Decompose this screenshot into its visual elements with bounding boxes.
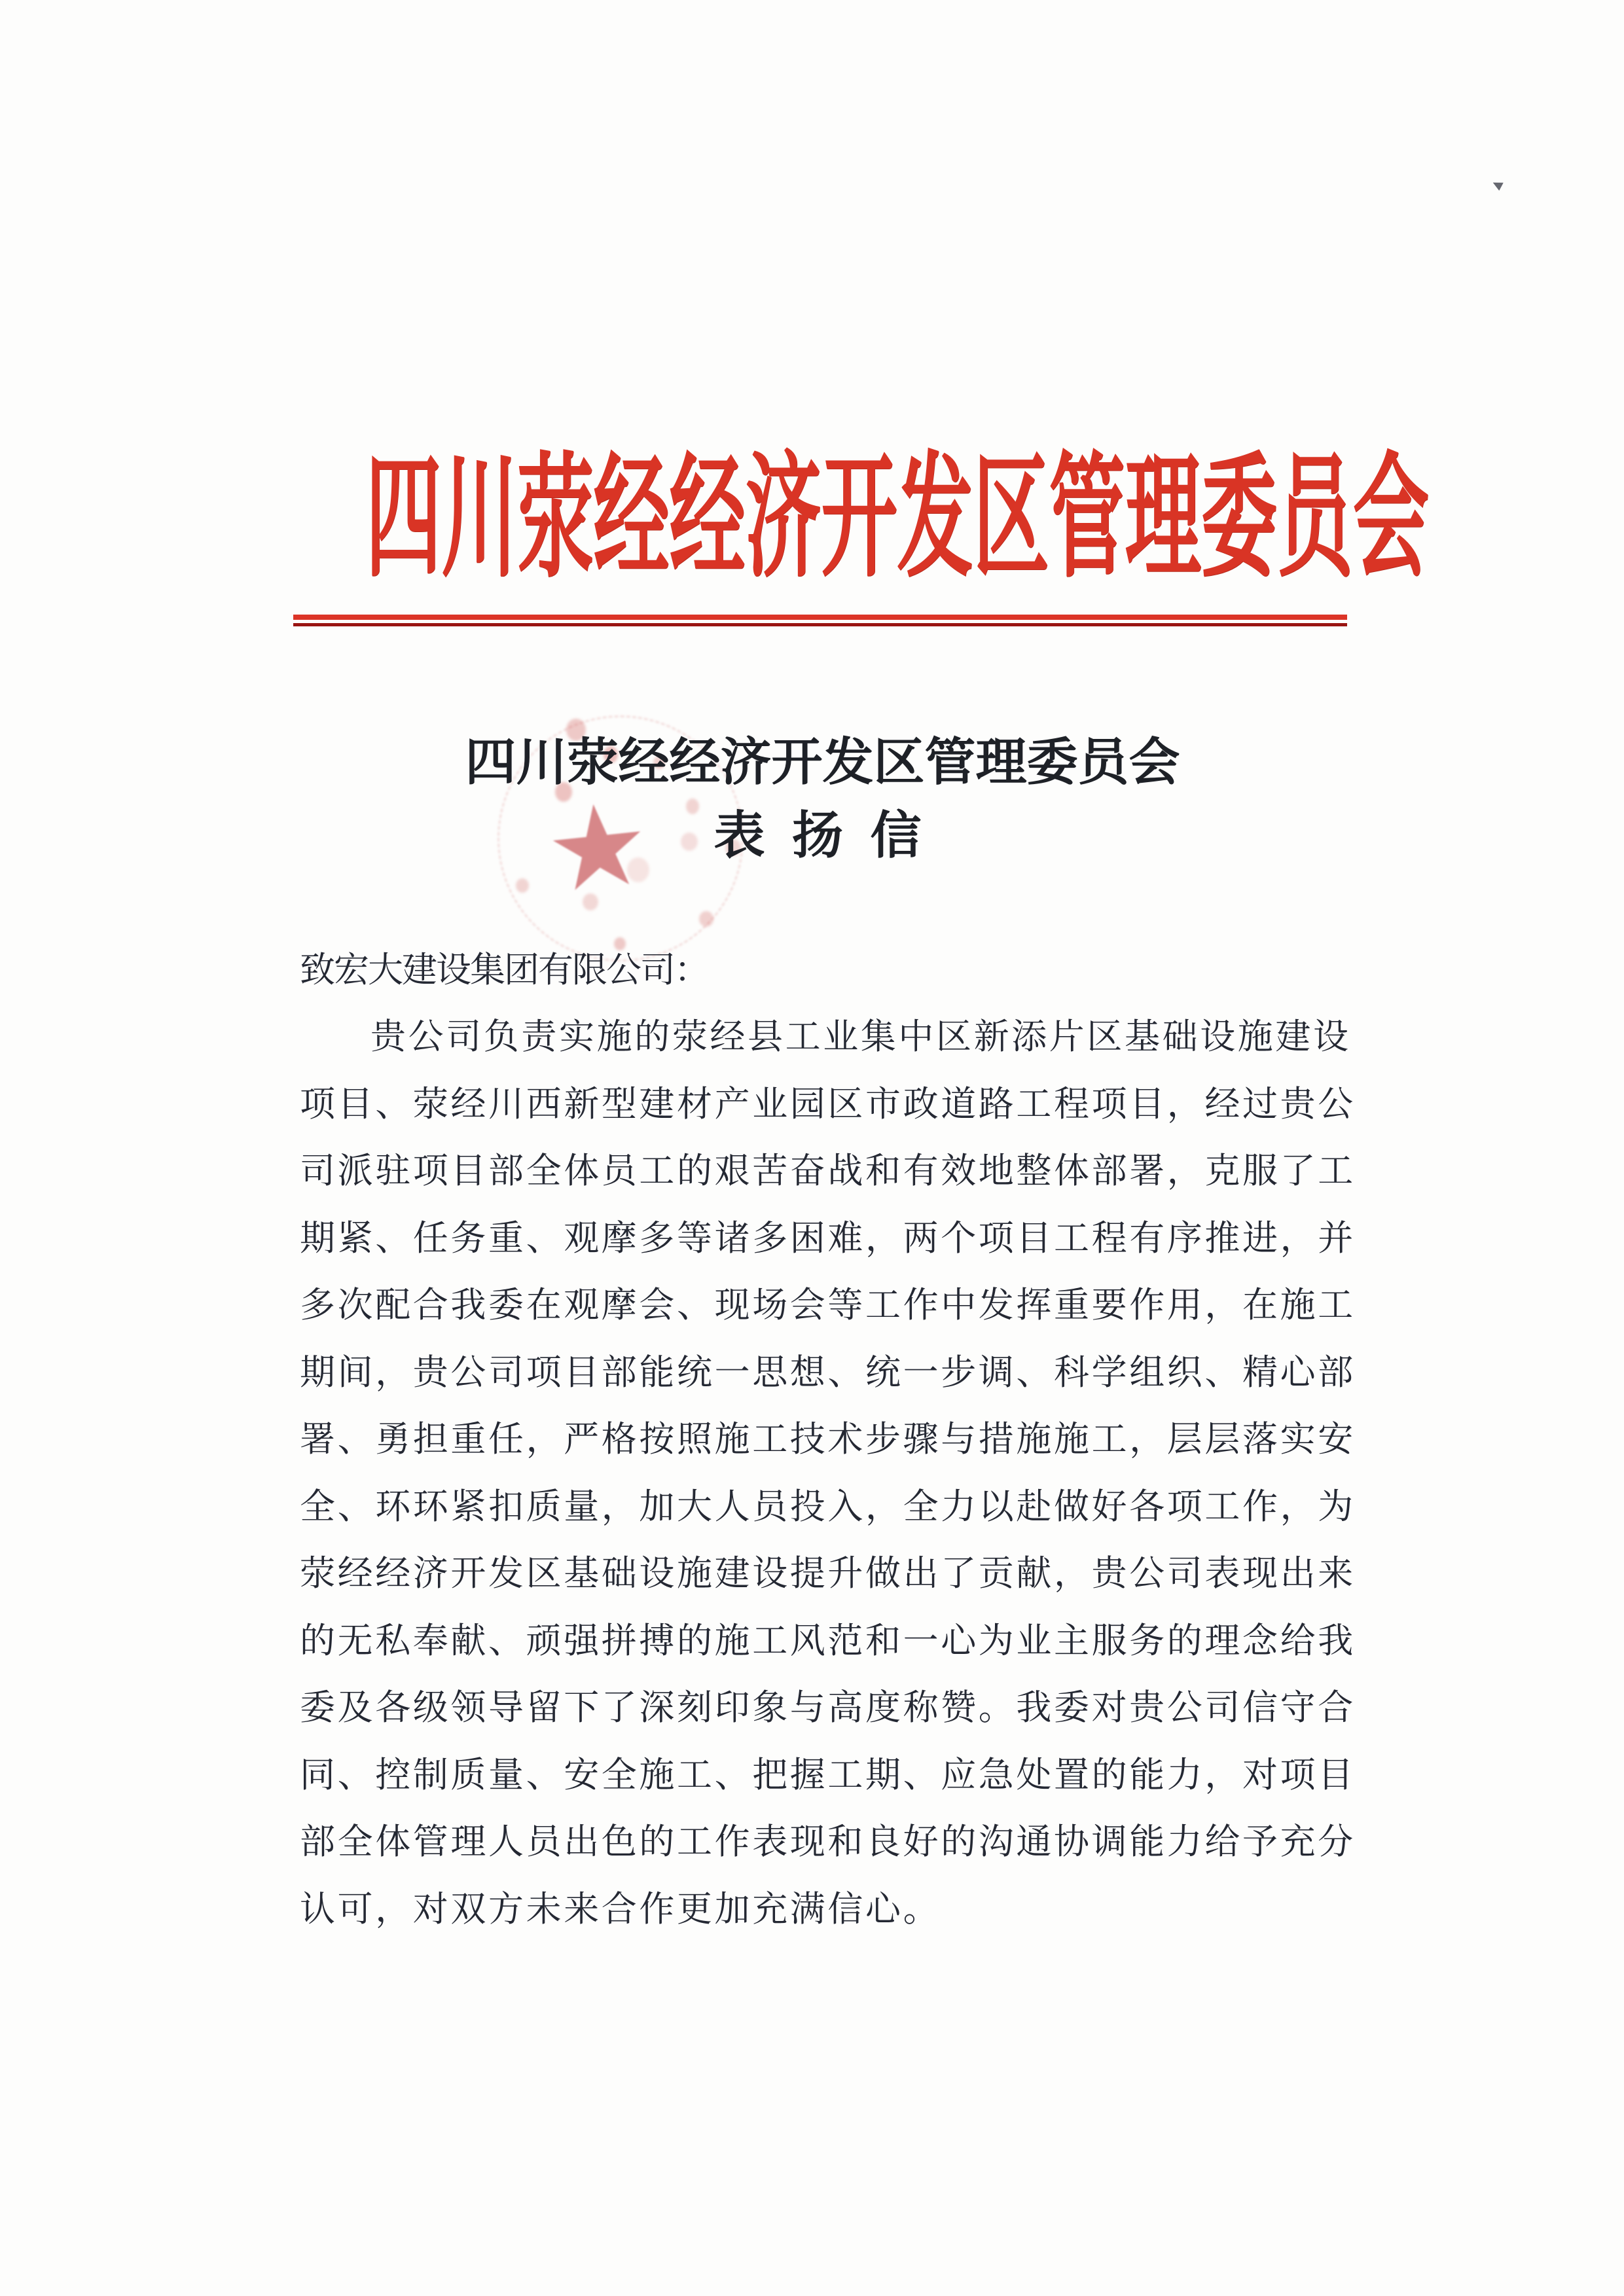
letter-body bbox=[300, 1003, 1354, 1943]
seal-speckle bbox=[516, 878, 529, 893]
body-line: 项目、荥经川西新型建材产业园区市政道路工程项目，经过贵公 bbox=[300, 1084, 1356, 1124]
seal-speckle bbox=[614, 937, 626, 950]
document-org-title: 四川荥经经济开发区管理委员会 bbox=[465, 734, 1180, 791]
body-line: 同、控制质量、安全施工、把握工期、应急处置的能力，对项目 bbox=[300, 1755, 1356, 1795]
body-line: 的无私奉献、顽强拼搏的施工风范和一心为业主服务的理念给我 bbox=[300, 1621, 1356, 1660]
body-line: 期间，贵公司项目部能统一思想、统一步调、科学组织、精心部 bbox=[300, 1352, 1356, 1392]
scan-artifact bbox=[1492, 181, 1504, 191]
document-letter-title: 表 扬 信 bbox=[713, 807, 929, 864]
body-line: 司派驻项目部全体员工的艰苦奋战和有效地整体部署，克服了工 bbox=[300, 1151, 1356, 1191]
body-line: 多次配合我委在观摩会、现场会等工作中发挥重要作用，在施工 bbox=[300, 1285, 1356, 1325]
seal-speckle bbox=[583, 893, 598, 910]
body-line: 贵公司负责实施的荥经县工业集中区新添片区基础设施建设 bbox=[370, 1017, 1351, 1056]
seal-speckle bbox=[699, 911, 713, 927]
body-line: 委及各级领导留下了深刻印象与高度称赞。我委对贵公司信守合 bbox=[300, 1688, 1356, 1727]
salutation: 致宏大建设集团有限公司： bbox=[300, 950, 708, 990]
letterhead-title: 四川荥经经济开发区管理委员会 bbox=[365, 444, 1429, 593]
body-line: 部全体管理人员出色的工作表现和良好的沟通协调能力给予充分 bbox=[300, 1822, 1356, 1861]
body-line: 认可，对双方未来合作更加充满信心。 bbox=[300, 1889, 941, 1929]
body-line: 期紧、任务重、观摩多等诸多困难，两个项目工程有序推进，并 bbox=[300, 1218, 1356, 1258]
letterhead-rule-bottom bbox=[293, 623, 1347, 626]
body-line: 荥经经济开发区基础设施建设提升做出了贡献，贵公司表现出来 bbox=[300, 1554, 1356, 1593]
seal-star-icon: ★ bbox=[539, 776, 657, 920]
body-line: 全、环环紧扣质量，加大人员投入，全力以赴做好各项工作，为 bbox=[300, 1486, 1356, 1526]
letterhead-rule bbox=[293, 615, 1347, 626]
body-line: 署、勇担重任，严格按照施工技术步骤与措施施工，层层落实安 bbox=[300, 1420, 1356, 1459]
letterhead-rule-top bbox=[293, 615, 1347, 620]
